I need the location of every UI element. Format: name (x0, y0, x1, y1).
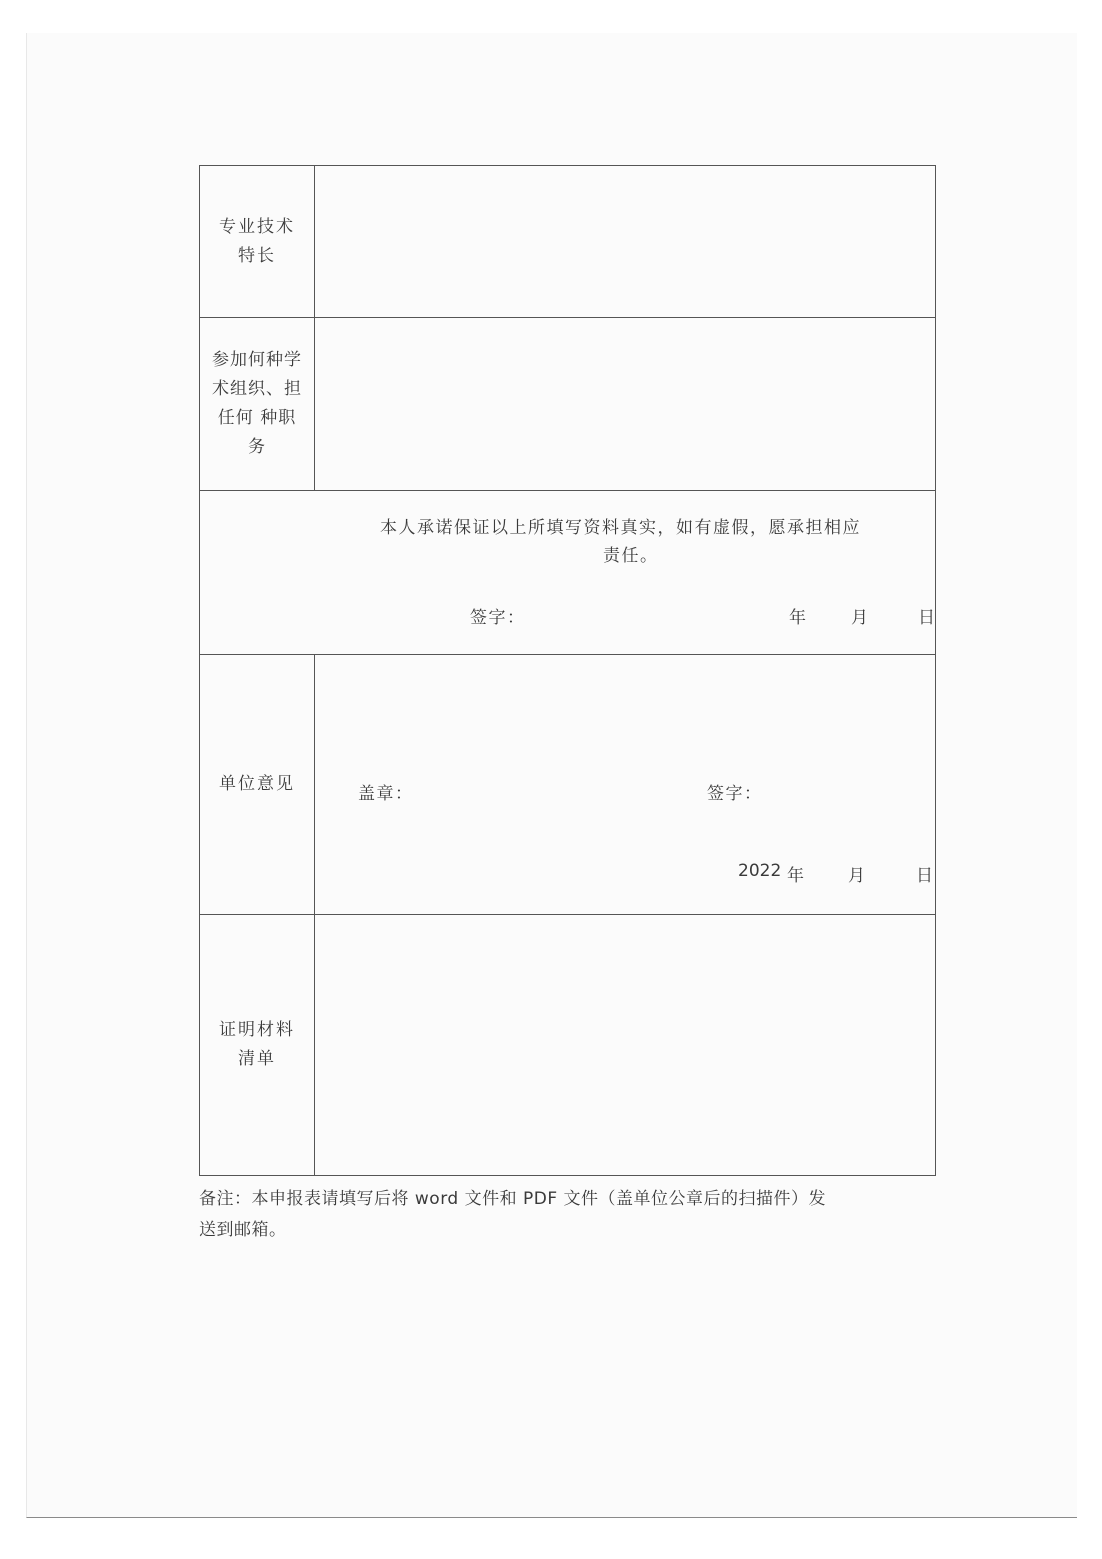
label-line: 任何 种职 (217, 408, 297, 428)
seal-label: 盖章： (358, 784, 414, 804)
label-line: 参加何种学 (212, 350, 302, 370)
footnote-line2: 送到邮箱。 (199, 1220, 287, 1240)
technical-expertise-field[interactable] (315, 166, 935, 317)
footnote-line1: 备注：本申报表请填写后将 word 文件和 PDF 文件（盖单位公章后的扫描件）发 (199, 1189, 827, 1209)
unit-day-label: 日 (916, 866, 935, 886)
pledge-day-label: 日 (918, 608, 937, 628)
row-unit-opinion (199, 654, 936, 914)
label-academic-organizations (200, 318, 315, 490)
label-line: 清单 (238, 1049, 276, 1069)
pledge-sign-label: 签字： (470, 608, 526, 628)
label-line: 证明材料 (219, 1020, 295, 1040)
row-pledge (199, 490, 936, 654)
unit-year-label: 年 (787, 866, 806, 886)
pledge-year-label: 年 (789, 608, 808, 628)
footnote (199, 1184, 939, 1246)
supporting-materials-field[interactable] (315, 915, 935, 1175)
label-line: 特长 (238, 245, 276, 266)
label-line: 专业技术 (219, 216, 295, 237)
pledge-month-label: 月 (851, 608, 870, 628)
row-academic-organizations (199, 317, 936, 490)
unit-month-label: 月 (848, 866, 867, 886)
academic-organizations-field[interactable] (315, 318, 935, 490)
pledge-text-line2: 责任。 (603, 546, 659, 566)
label-unit-opinion (200, 655, 315, 914)
application-form-table (199, 165, 936, 1176)
label-line: 术组织、担 (212, 379, 302, 399)
pledge-text-line1: 本人承诺保证以上所填写资料真实，如有虚假，愿承担相应 (380, 518, 861, 538)
unit-sign-label: 签字： (707, 784, 763, 804)
label-technical-expertise (200, 166, 315, 317)
label-line: 单位意见 (219, 774, 295, 794)
label-supporting-materials (200, 915, 315, 1175)
label-line: 务 (248, 437, 266, 457)
unit-opinion-field[interactable] (315, 655, 935, 914)
row-technical-expertise (199, 165, 936, 317)
unit-year-value: 2022 (738, 861, 782, 881)
row-supporting-materials (199, 914, 936, 1176)
